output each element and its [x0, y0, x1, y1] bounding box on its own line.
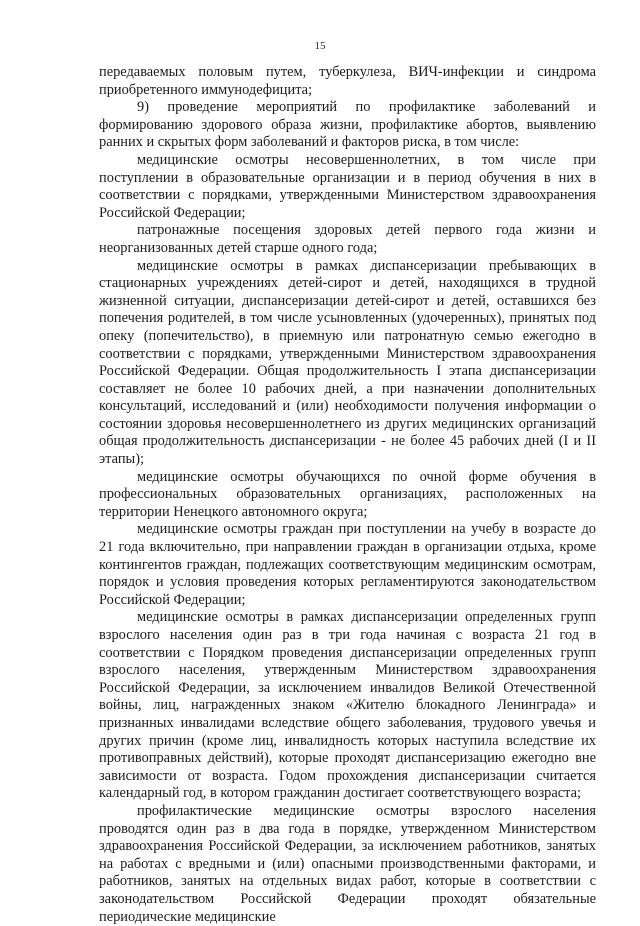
paragraph-1: передаваемых половым путем, туберкулеза, ВИЧ-инфекции и синдрома приобретенного иммунодефицита;	[99, 64, 596, 98]
paragraph-5: медицинские осмотры в рамках диспансеризации пребывающих в стационарных учреждениях детей-сирот и детей, находящихся в трудной жизненной ситуации, диспансеризации детей-сирот и детей, оставшихся без попечения родителей, в том числе усыновленных (удочеренных), принятых под опеку (попечительство), в приемную или патронатную семью ежегодно в соответствии с порядками, утвержденными Министерством здравоохранения Российской Федерации. Общая продолжительность I этапа диспансеризации составляет не более 10 рабочих дней, а при назначении дополнительных консультаций, исследований и (или) необходимости получения информации о состоянии здоровья несовершеннолетнего из других медицинских организаций общая продолжительность диспансеризации - не более 45 рабочих дней (I и II этапы);	[99, 257, 596, 468]
page-number: 15	[314, 40, 326, 52]
paragraph-8: медицинские осмотры в рамках диспансеризации определенных групп взрослого населения один раз в три года начиная с возраста 21 год в соответствии с Порядком проведения диспансеризации определенных групп взрослого населения, утвержденным Министерством здравоохранения Российской Федерации, за исключением инвалидов Великой Отечественной войны, лиц, награжденных знаком «Жителю блокадного Ленинграда» и признанных инвалидами вследствие общего заболевания, трудового увечья и других причин (кроме лиц, инвалидность которых наступила вследствие их противоправных действий), которые проходят диспансеризацию ежегодно вне зависимости от возраста. Годом прохождения диспансеризации считается календарный год, в котором гражданин достигает соответствующего возраста;	[99, 609, 596, 802]
paragraph-2: 9) проведение мероприятий по профилактике заболеваний и формированию здорового образа жизни, профилактике абортов, выявлению ранних и скрытых форм заболеваний и факторов риска, в том числе:	[99, 99, 596, 151]
paragraph-3: медицинские осмотры несовершеннолетних, в том числе при поступлении в образовательные организации и в период обучения в них в соответствии с порядками, утвержденными Министерством здравоохранения Российской Федерации;	[99, 151, 596, 221]
document-body	[99, 64, 596, 926]
paragraph-9: профилактические медицинские осмотры взрослого населения проводятся один раз в два года в порядке, утвержденном Министерством здравоохранения Российской Федерации, за исключением работников, занятых на работах с вредными и (или) опасными производственными факторами, и работников, занятых на отдельных видах работ, которые в соответствии с законодательством Российской Федерации проходят обязательные периодические медицинские	[99, 802, 596, 925]
paragraph-6: медицинские осмотры обучающихся по очной форме обучения в профессиональных образовательных организациях, расположенных на территории Ненецкого автономного округа;	[99, 468, 596, 520]
paragraph-4: патронажные посещения здоровых детей первого года жизни и неорганизованных детей старше одного года;	[99, 222, 596, 256]
paragraph-7: медицинские осмотры граждан при поступлении на учебу в возрасте до 21 года включительно, при направлении граждан в организации отдыха, кроме контингентов граждан, подлежащих соответствующим медицинским осмотрам, порядок и условия проведения которых регламентируются законодательством Российской Федерации;	[99, 521, 596, 608]
